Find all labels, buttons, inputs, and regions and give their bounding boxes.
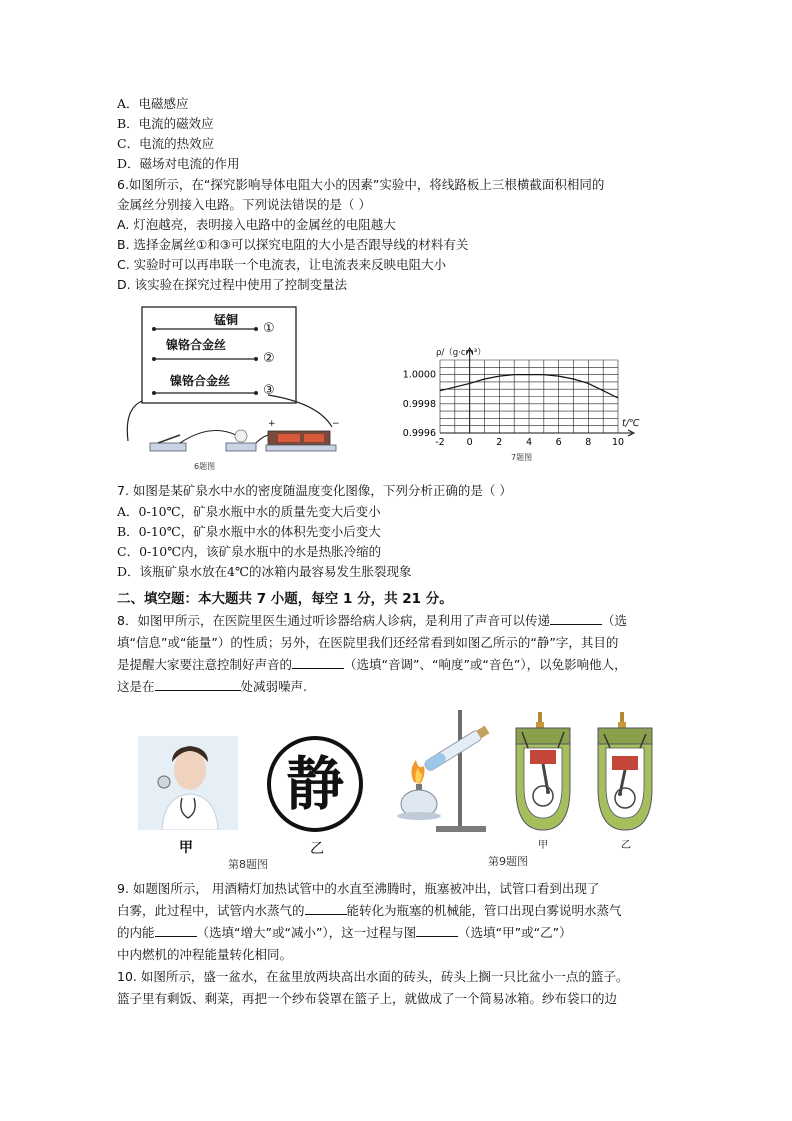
q7-stem: 7. 如图是某矿泉水中水的密度随温度变化图像，下列分析正确的是（ ） [117,483,512,498]
figure-7-chart [380,340,660,470]
q8-blank-1[interactable] [550,612,602,625]
figure-8-label-a: 甲 [179,840,193,856]
q8-line3: 是提醒大家要注意控制好声音的 （选填“音调”、“响度”或“音色”），以免影响他人， [117,657,627,672]
q7-option-a: A．0-10℃，矿泉水瓶中水的质量先变大后变小 [117,504,381,519]
figure-6-caption: 6题图 [194,462,216,471]
chart-y-label: ρ/（g·cm³） [436,348,486,358]
battery-minus: − [332,419,340,429]
x-tick-label: 8 [585,437,592,448]
figure-6-circuit [118,303,350,475]
q5-option-c: C．电流的热效应 [117,136,215,151]
q9-line2: 白雾，此过程中，试管内水蒸气的 能转化为瓶塞的机械能，管口出现白雾说明水蒸气 [117,903,622,918]
q5-option-a: A．电磁感应 [117,96,189,111]
q5-option-d: D．磁场对电流的作用 [117,156,240,171]
q7-option-b: B．0-10℃，矿泉水瓶中水的体积先变小后变大 [117,524,381,539]
q6-option-b: B. 选择金属丝①和③可以探究电阻的大小是否跟导线的材料有关 [117,237,469,252]
piston [612,756,638,770]
q9-blank-2[interactable] [155,924,197,937]
figure-9-test-tube [396,708,506,838]
doctor-face [174,750,206,790]
q7-option-d: D．该瓶矿泉水放在4℃的冰箱内最容易发生胀裂现象 [117,564,412,579]
wire-3-number: ③ [263,383,275,398]
q6-stem-line2: 金属丝分别接入电路。下列说法错误的是（ ） [117,197,371,212]
figure-8-label-b: 乙 [310,841,324,857]
q9-blank-1[interactable] [305,902,347,915]
battery-plus: + [268,419,276,429]
wire-1-number: ① [263,321,275,336]
figure-8-quiet-sign [266,735,364,833]
y-tick-label: 0.9996 [402,428,436,439]
x-tick-label: -2 [435,437,445,448]
switch-lever [158,435,180,443]
q8-line4: 这是在 处减弱噪声. [117,679,307,694]
x-tick-label: 2 [496,437,503,448]
y-tick-label: 0.9998 [402,398,436,410]
x-tick-label: 6 [555,437,562,448]
y-tick-label: 1.0000 [402,369,436,381]
q9-blank-3[interactable] [416,924,458,937]
piston [530,750,556,764]
q8-blank-3[interactable] [155,678,241,691]
stand-rod [458,710,462,828]
q10-line2: 篮子里有剩饭、剩菜，再把一个纱布袋罩在篮子上，就做成了一个简易冰箱。纱布袋口的边 [117,991,618,1006]
q7-option-c: C．0-10℃内，该矿泉水瓶中的水是热胀冷缩的 [117,544,382,559]
q6-stem-line1: 6.如图所示，在“探究影响导体电阻大小的因素”实验中，将线路板上三根横截面积相同的 [117,177,605,192]
figure-8-caption: 第8题图 [228,858,268,871]
figure-8-doctor-photo [138,736,238,830]
figure-9-engine-a [512,712,574,832]
figure-9-label-a: 甲 [538,840,548,851]
chart-x-label: t/℃ [622,418,640,429]
stethoscope-chestpiece [158,776,170,788]
q8-blank-2[interactable] [292,656,344,669]
lamp-base [226,443,256,451]
q6-option-c: C. 实验时可以再串联一个电流表，让电流表来反映电阻大小 [117,257,447,272]
figure-7-caption: 7题图 [511,453,533,462]
figure-9-caption: 第9题图 [488,855,528,868]
x-tick-label: 10 [611,437,625,448]
switch-base [150,443,186,451]
q5-option-b: B．电流的磁效应 [117,116,214,131]
density-chart-svg [380,340,660,470]
cylinder-head [598,728,652,744]
wire-3-label: 镍铬合金丝 [170,374,231,388]
q8-line1: 8．如图甲所示，在医院里医生通过听诊器给病人诊病，是利用了声音可以传递 （选 [117,613,627,628]
q8-line2: 填“信息”或“能量”）的性质；另外，在医院里我们还经常看到如图乙所示的“静”字，其目的 [117,635,619,650]
x-tick-label: 4 [525,437,533,448]
figure-9-engine-b [594,712,656,832]
q9-line1: 9. 如题图所示， 用酒精灯加热试管中的水直至沸腾时，瓶塞被冲出，试管口看到出现了 [117,881,600,896]
wire-2-number: ② [263,351,275,366]
lamp-bulb [235,430,247,442]
q6-option-d: D. 该实验在探究过程中使用了控制变量法 [117,277,348,292]
quiet-sign-character: 静 [285,750,344,818]
q9-line3: 的内能 （选填“增大”或“减小”），这一过程与图 （选填“甲”或“乙”） [117,925,572,940]
q6-option-a: A. 灯泡越亮，表明接入电路中的金属丝的电阻越大 [117,217,396,232]
q9-line4: 中内燃机的冲程能量转化相同。 [117,947,293,962]
section-2-heading: 二、填空题：本大题共 7 小题，每空 1 分，共 21 分。 [117,591,453,607]
lead-left [127,401,142,441]
wire-1-label: 锰铜 [214,313,239,327]
wire-2-label: 镍铬合金丝 [166,338,227,352]
x-tick-label: 0 [466,437,473,448]
stand-base [436,826,486,832]
figure-9-label-b: 乙 [621,840,631,851]
q10-line1: 10. 如图所示，盛一盆水，在盆里放两块高出水面的砖头，砖头上搁一只比盆小一点的篮子。 [117,969,629,984]
